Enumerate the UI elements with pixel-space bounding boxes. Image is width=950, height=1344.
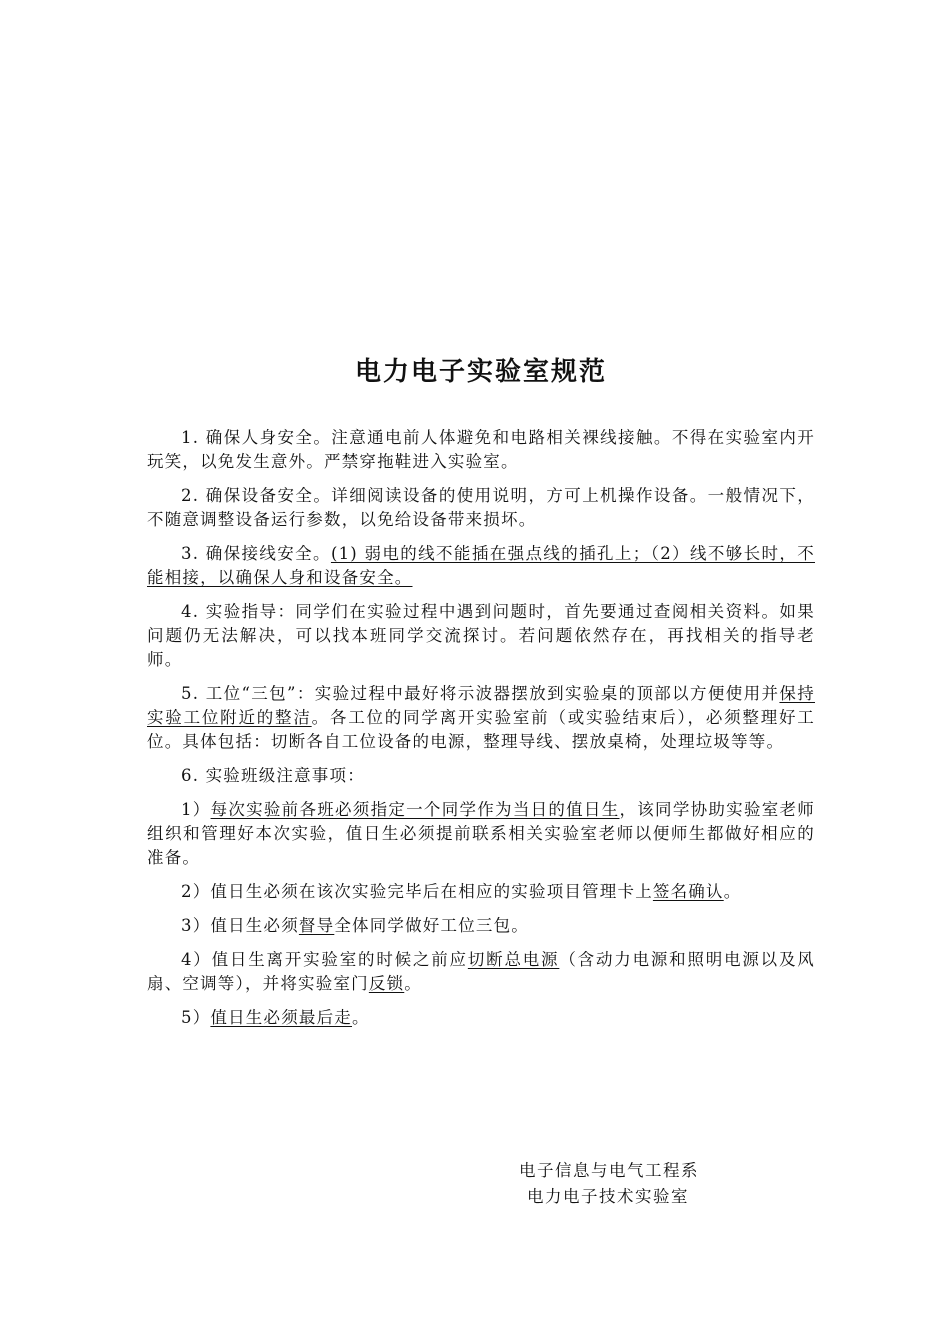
subrule-5 bbox=[147, 1006, 815, 1030]
rule-2-text: 2. 确保设备安全。详细阅读设备的使用说明，方可上机操作设备。一般情况下，不随意调整设备运行参数，以免给设备带来损坏。 bbox=[147, 486, 815, 529]
rule-4-text: 4. 实验指导：同学们在实验过程中遇到问题时，首先要通过查阅相关资料。如果问题仍无法解决，可以找本班同学交流探讨。若问题依然存在，再找相关的指导老师。 bbox=[147, 602, 815, 669]
subrule-4-text-c: 。 bbox=[404, 974, 422, 993]
rule-5-text-b: 。各工位的同学离开实验室前（或实验结束后），必须整理好工位。具体包括：切断各自工位设备的电源，整理导线、摆放桌椅，处理垃圾等等。 bbox=[147, 708, 815, 751]
subrule-2 bbox=[147, 880, 815, 904]
rule-3-text: 3. 确保接线安全。 bbox=[181, 544, 331, 563]
rule-2 bbox=[147, 484, 815, 532]
subrule-3 bbox=[147, 914, 815, 938]
document-title: 电力电子实验室规范 bbox=[354, 357, 607, 387]
subrule-4-underlined-2: 反锁 bbox=[368, 974, 405, 993]
subrule-1-text: ，该同学协助实验室老师组织和管理好本次实验，值日生必须提前联系相关实验室老师以便师生都做好相应的准备。 bbox=[147, 800, 815, 867]
subrule-3-underlined: 督导 bbox=[298, 916, 335, 935]
rule-5-text-a: 5. 工位“三包”：实验过程中最好将示波器摆放到实验桌的顶部以方便使用并 bbox=[181, 684, 780, 703]
subrule-1-num: 1） bbox=[181, 800, 211, 819]
subrule-4 bbox=[147, 948, 815, 996]
rule-3-underlined: (1) 弱电的线不能插在强点线的插孔上；（2）线不够长时，不能相接，以确保人身和设备安全。 bbox=[147, 544, 815, 587]
subrule-5-underlined: 值日生必须最后走 bbox=[210, 1008, 353, 1027]
subrule-3-text-a: 3）值日生必须 bbox=[181, 916, 299, 935]
lab-name: 电力电子技术实验室 bbox=[527, 1187, 689, 1206]
subrule-1 bbox=[147, 798, 815, 870]
rule-6-text: 6. 实验班级注意事项： bbox=[181, 766, 365, 785]
subrule-4-underlined-1: 切断总电源 bbox=[467, 950, 560, 969]
rule-3 bbox=[147, 542, 815, 590]
rule-5-underlined: 保持实验工位附近的整洁 bbox=[147, 684, 815, 727]
document-body bbox=[147, 352, 815, 1040]
department-name: 电子信息与电气工程系 bbox=[519, 1161, 699, 1180]
subrule-3-text-b: 全体同学做好工位三包。 bbox=[334, 916, 530, 935]
rule-1 bbox=[147, 426, 815, 474]
signature-block bbox=[500, 1158, 740, 1210]
subrule-2-text-b: 。 bbox=[723, 882, 742, 901]
rule-4 bbox=[147, 600, 815, 672]
subrule-4-text-a: 4）值日生离开实验室的时候之前应 bbox=[181, 950, 468, 969]
subrule-5-num: 5） bbox=[181, 1008, 211, 1027]
subrule-4-text-b: （含动力电源和照明电源以及风扇、空调等），并将实验室门 bbox=[147, 950, 815, 993]
rule-6 bbox=[147, 764, 815, 788]
subrule-2-text-a: 2）值日生必须在该次实验完毕后在相应的实验项目管理卡上 bbox=[181, 882, 653, 901]
subrule-2-underlined: 签名确认 bbox=[652, 882, 724, 901]
subrule-5-text: 。 bbox=[352, 1008, 370, 1027]
rule-1-text: 1. 确保人身安全。注意通电前人体避免和电路相关裸线接触。不得在实验室内开玩笑，以免发生意外。严禁穿拖鞋进入实验室。 bbox=[147, 428, 815, 471]
subrule-1-underlined: 每次实验前各班必须指定一个同学作为当日的值日生 bbox=[210, 800, 620, 819]
rule-5 bbox=[147, 682, 815, 754]
